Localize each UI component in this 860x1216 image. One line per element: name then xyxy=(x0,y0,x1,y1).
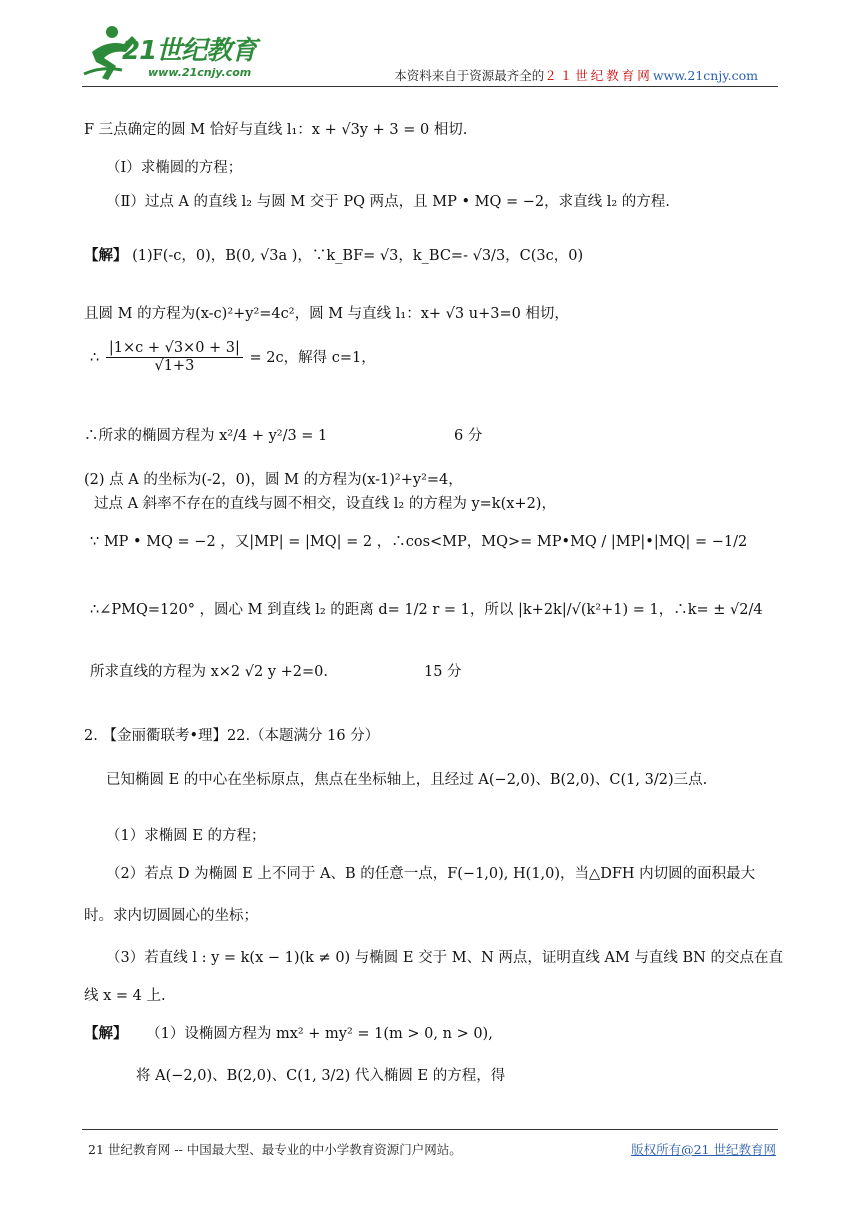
q2-solution xyxy=(84,1022,493,1043)
therefore-symbol: ∴ xyxy=(90,349,100,366)
line-1: F 三点确定的圆 M 恰好与直线 l₁：x + √3y + 3 = 0 相切. xyxy=(84,122,468,138)
q2-line-1: 已知椭圆 E 的中心在坐标原点，焦点在坐标轴上，且经过 A(−2,0)、B(2,0)、C(1, 3/2)三点. xyxy=(106,772,708,788)
header-note-prefix: 本资料来自于资源最齐全的 xyxy=(394,68,545,83)
q2-solution-line-2: 将 A(−2,0)、B(2,0)、C(1, 3/2) 代入椭圆 E 的方程，得 xyxy=(136,1068,506,1084)
line-11: ∴∠PMQ=120° ，圆心 M 到直线 l₂ 的距离 d= 1/2 r = 1，所以 |k+2k|/√(k²+1) = 1，∴k= ± √2/4 xyxy=(90,602,763,618)
logo-text: 21世纪教育 xyxy=(122,36,257,66)
header-note-site: ２１世纪教育网 xyxy=(544,68,653,83)
line-6 xyxy=(90,340,376,376)
header-note-url[interactable]: www.21cnjy.com xyxy=(652,68,758,83)
q2-line-6: 线 x = 4 上. xyxy=(84,988,166,1004)
footer-text: 21 世纪教育网 -- 中国最大型、最专业的中小学教育资源门户网站。 xyxy=(88,1142,462,1157)
solution-tag: 【解】 xyxy=(84,247,128,264)
line-7: ∴所求的椭圆方程为 x²/4 + y²/3 = 1 xyxy=(84,428,328,444)
footer-divider xyxy=(82,1129,778,1130)
line-2: （Ⅰ）求椭圆的方程； xyxy=(106,160,243,176)
solution-1 xyxy=(84,244,583,265)
q2-solution-line-1: （1）设椭圆方程为 mx² + my² = 1(m > 0, n > 0), xyxy=(146,1026,493,1042)
score-6: 6 分 xyxy=(454,428,483,444)
site-logo xyxy=(82,22,292,84)
line-3: （Ⅱ）过点 A 的直线 l₂ 与圆 M 交于 PQ 两点，且 MP • MQ = −2，求直线 l₂ 的方程. xyxy=(106,194,670,210)
fraction-numerator: |1×c + √3×0 + 3| xyxy=(106,340,243,358)
solution-line: (1)F(-c，0)，B(0, √3a )，∵k_BF= √3，k_BC=- √3/3，C(3c，0) xyxy=(132,248,584,264)
line-5: 且圆 M 的方程为(x-c)²+y²=4c²，圆 M 与直线 l₁：x+ √3 u+3=0 相切， xyxy=(84,306,569,322)
question-2-title: 2. 【金丽衢联考•理】22.（本题满分 16 分） xyxy=(84,728,380,744)
distance-fraction xyxy=(106,340,243,376)
q2-solution-tag: 【解】 xyxy=(84,1025,128,1042)
q2-line-3: （2）若点 D 为椭圆 E 上不同于 A、B 的任意一点，F(−1,0), H(1,0)，当△DFH 内切圆的面积最大 xyxy=(106,866,756,882)
line-8: (2) 点 A 的坐标为(-2，0)，圆 M 的方程为(x-1)²+y²=4， xyxy=(84,472,463,488)
fraction-denominator: √1+3 xyxy=(154,358,195,375)
header-note xyxy=(394,66,758,84)
line-9: 过点 A 斜率不存在的直线与圆不相交，设直线 l₂ 的方程为 y=k(x+2)， xyxy=(94,496,556,512)
line-10: ∵ MP • MQ = −2 ，又|MP| = |MQ| = 2 ，∴cos<MP，MQ>= MP•MQ / |MP|•|MQ| = −1/2 xyxy=(90,534,748,550)
logo-url: www.21cnjy.com xyxy=(148,66,252,79)
copyright-link[interactable]: 版权所有@21 世纪教育网 xyxy=(631,1142,776,1157)
score-15: 15 分 xyxy=(424,664,462,680)
header-divider xyxy=(82,86,778,87)
q2-line-2: （1）求椭圆 E 的方程； xyxy=(106,828,266,844)
line-12: 所求直线的方程为 x×2 √2 y +2=0. xyxy=(90,664,329,680)
line-6-result: = 2c，解得 c=1， xyxy=(249,349,376,366)
q2-line-4: 时。求内切圆圆心的坐标； xyxy=(84,908,258,924)
q2-line-5: （3）若直线 l : y = k(x − 1)(k ≠ 0) 与椭圆 E 交于 M、N 两点，证明直线 AM 与直线 BN 的交点在直 xyxy=(106,950,783,966)
